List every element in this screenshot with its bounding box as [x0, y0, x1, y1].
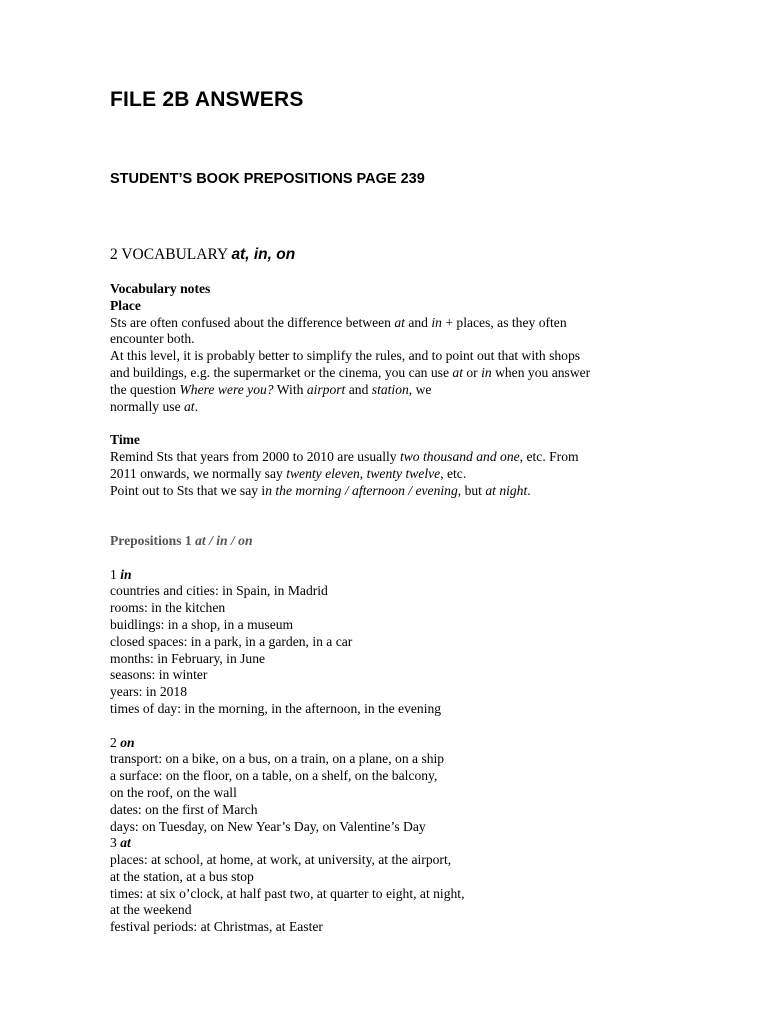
time-line-2: 2011 onwards, we normally say twenty eleven, twenty twelve, etc.: [110, 465, 467, 481]
list-item: dates: on the first of March: [110, 801, 258, 817]
place-paragraph-2-line-2: and buildings, e.g. the supermarket or the cinema, you can use at or in when you answer: [110, 364, 591, 380]
list-item: a surface: on the floor, on a table, on a shelf, on the balcony,: [110, 768, 438, 784]
list-item: times: at six o’clock, at half past two, at quarter to eight, at night,: [110, 885, 465, 901]
section-heading: [110, 246, 295, 264]
list-item: buidlings: in a shop, in a museum: [110, 616, 294, 632]
list-item: on the roof, on the wall: [110, 784, 237, 800]
group-heading-in: 1 in: [110, 566, 132, 582]
document-body: [110, 281, 670, 936]
list-item: festival periods: at Christmas, at Easter: [110, 919, 323, 935]
list-item: days: on Tuesday, on New Year’s Day, on Valentine’s Day: [110, 818, 426, 834]
place-heading: Place: [110, 297, 141, 313]
place-paragraph-2-line-4: normally use at.: [110, 398, 198, 414]
list-item: places: at school, at home, at work, at university, at the airport,: [110, 852, 452, 868]
prepositions-heading: Prepositions 1 at / in / on: [110, 532, 253, 548]
list-item: rooms: in the kitchen: [110, 600, 226, 616]
page-title: FILE 2B ANSWERS: [110, 88, 304, 111]
page-subtitle: STUDENT’S BOOK PREPOSITIONS PAGE 239: [110, 171, 425, 187]
group-heading-on: 2 on: [110, 734, 135, 750]
list-item: closed spaces: in a park, in a garden, in a car: [110, 633, 353, 649]
list-item: seasons: in winter: [110, 667, 208, 683]
list-item: countries and cities: in Spain, in Madrid: [110, 583, 328, 599]
place-paragraph-1-line-2: encounter both.: [110, 331, 195, 347]
list-item: times of day: in the morning, in the afternoon, in the evening: [110, 700, 442, 716]
list-item: months: in February, in June: [110, 650, 266, 666]
time-heading: Time: [110, 432, 140, 448]
section-number-label: 2 VOCABULARY: [110, 246, 228, 263]
vocab-notes-heading: Vocabulary notes: [110, 281, 211, 296]
list-item: transport: on a bike, on a bus, on a train, on a plane, on a ship: [110, 751, 445, 767]
time-line-3: Point out to Sts that we say in the morning / afternoon / evening, but at night.: [110, 482, 531, 498]
list-item: years: in 2018: [110, 684, 188, 700]
section-keywords: at, in, on: [231, 246, 296, 263]
place-paragraph-1-line-1: Sts are often confused about the difference between at and in + places, as they often: [110, 314, 567, 330]
place-paragraph-2-line-3: the question Where were you? With airport and station, we: [110, 381, 432, 397]
list-item: at the station, at a bus stop: [110, 868, 254, 884]
group-heading-at: 3 at: [110, 835, 131, 851]
place-paragraph-2-line-1: At this level, it is probably better to simplify the rules, and to point out that with shops: [110, 348, 581, 364]
list-item: at the weekend: [110, 902, 192, 918]
time-line-1: Remind Sts that years from 2000 to 2010 are usually two thousand and one, etc. From: [110, 448, 579, 464]
